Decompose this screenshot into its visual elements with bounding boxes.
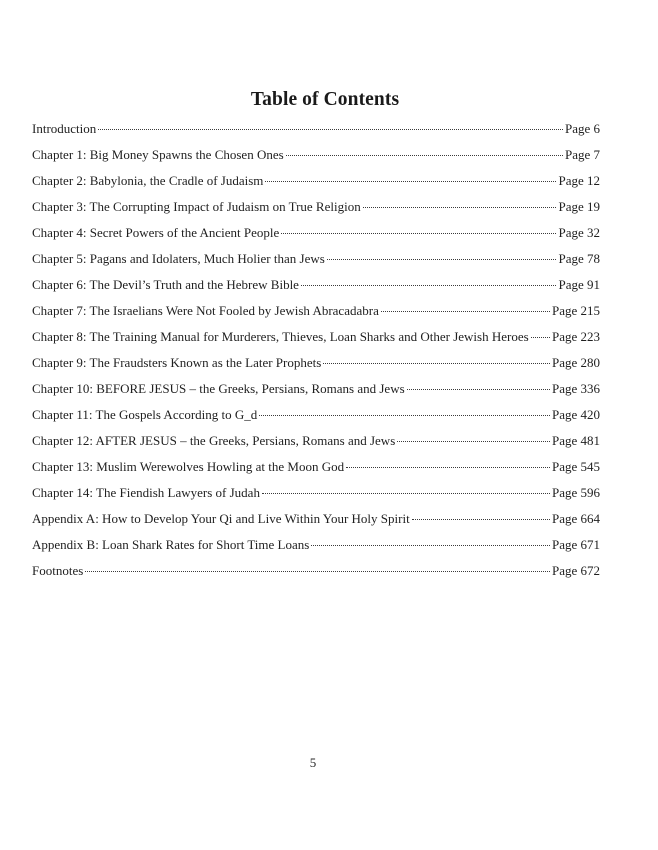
- toc-entry-title: Footnotes: [32, 563, 84, 578]
- toc-entry-page: Page 12: [558, 173, 600, 188]
- toc-entry-page: Page 91: [558, 277, 600, 292]
- toc-entry[interactable]: [32, 430, 600, 456]
- dot-leader: [346, 467, 550, 468]
- toc-entry[interactable]: [32, 144, 600, 170]
- toc-entry-page: Page 420: [551, 407, 600, 422]
- page-number: 5: [309, 755, 317, 770]
- toc-entry[interactable]: [32, 170, 600, 196]
- dot-leader: [259, 415, 550, 416]
- dot-leader: [281, 233, 556, 234]
- toc-entry-title: Chapter 14: The Fiendish Lawyers of Judah: [32, 485, 260, 500]
- dot-leader: [311, 545, 550, 546]
- dot-leader: [327, 259, 557, 260]
- toc-entry-page: Page 7: [564, 147, 600, 162]
- toc-entry-title: Appendix A: How to Develop Your Qi and Live Within Your Holy Spirit: [32, 511, 410, 526]
- toc-entry-page: Page 672: [551, 563, 600, 578]
- toc-entry-title: Chapter 8: The Training Manual for Murderers, Thieves, Loan Sharks and Other Jewish Heroes: [32, 329, 529, 344]
- toc-entry-title: Chapter 4: Secret Powers of the Ancient People: [32, 225, 280, 240]
- toc-entry-title: Chapter 1: Big Money Spawns the Chosen Ones: [32, 147, 284, 162]
- toc-entry[interactable]: [32, 404, 600, 430]
- dot-leader: [363, 207, 557, 208]
- toc-entry-title: Chapter 10: BEFORE JESUS – the Greeks, Persians, Romans and Jews: [32, 381, 405, 396]
- dot-leader: [286, 155, 563, 156]
- toc-entry-title: Chapter 5: Pagans and Idolaters, Much Holier than Jews: [32, 251, 325, 266]
- toc-entry[interactable]: [32, 222, 600, 248]
- toc-entry[interactable]: [32, 274, 600, 300]
- table-of-contents: [32, 118, 600, 586]
- toc-entry-page: Page 78: [558, 251, 600, 266]
- toc-entry[interactable]: [32, 248, 600, 274]
- toc-entry-title: Chapter 3: The Corrupting Impact of Judaism on True Religion: [32, 199, 361, 214]
- toc-entry[interactable]: [32, 560, 600, 586]
- toc-entry-title: Chapter 6: The Devil’s Truth and the Hebrew Bible: [32, 277, 299, 292]
- toc-entry-title: Chapter 12: AFTER JESUS – the Greeks, Persians, Romans and Jews: [32, 433, 396, 448]
- dot-leader: [381, 311, 550, 312]
- toc-entry[interactable]: [32, 378, 600, 404]
- toc-entry-page: Page 671: [551, 537, 600, 552]
- toc-entry-page: Page 664: [551, 511, 600, 526]
- toc-entry-page: Page 336: [551, 381, 600, 396]
- toc-entry[interactable]: [32, 482, 600, 508]
- toc-entry[interactable]: [32, 118, 600, 144]
- toc-entry-title: Appendix B: Loan Shark Rates for Short Time Loans: [32, 537, 310, 552]
- toc-entry[interactable]: [32, 508, 600, 534]
- toc-entry-page: Page 6: [564, 121, 600, 136]
- dot-leader: [412, 519, 550, 520]
- toc-entry-page: Page 19: [558, 199, 600, 214]
- toc-entry-page: Page 481: [551, 433, 600, 448]
- dot-leader: [407, 389, 550, 390]
- dot-leader: [323, 363, 550, 364]
- toc-entry-title: Chapter 7: The Israelians Were Not Fooled by Jewish Abracadabra: [32, 303, 379, 318]
- toc-entry[interactable]: [32, 352, 600, 378]
- toc-entry[interactable]: [32, 456, 600, 482]
- dot-leader: [301, 285, 557, 286]
- dot-leader: [265, 181, 556, 182]
- toc-entry-title: Chapter 2: Babylonia, the Cradle of Judaism: [32, 173, 264, 188]
- dot-leader: [98, 129, 563, 130]
- dot-leader: [531, 337, 550, 338]
- toc-entry[interactable]: [32, 326, 600, 352]
- toc-entry-page: Page 596: [551, 485, 600, 500]
- page-title: Table of Contents: [250, 89, 400, 110]
- toc-entry-title: Introduction: [32, 121, 97, 136]
- toc-entry-page: Page 223: [551, 329, 600, 344]
- toc-entry-title: Chapter 11: The Gospels According to G_d: [32, 407, 258, 422]
- toc-entry[interactable]: [32, 534, 600, 560]
- toc-entry-page: Page 280: [551, 355, 600, 370]
- toc-entry-page: Page 545: [551, 459, 600, 474]
- toc-entry-page: Page 32: [558, 225, 600, 240]
- dot-leader: [262, 493, 550, 494]
- toc-entry-title: Chapter 13: Muslim Werewolves Howling at the Moon God: [32, 459, 345, 474]
- toc-entry-title: Chapter 9: The Fraudsters Known as the Later Prophets: [32, 355, 322, 370]
- toc-entry[interactable]: [32, 196, 600, 222]
- dot-leader: [85, 571, 550, 572]
- toc-entry[interactable]: [32, 300, 600, 326]
- toc-entry-page: Page 215: [551, 303, 600, 318]
- dot-leader: [397, 441, 550, 442]
